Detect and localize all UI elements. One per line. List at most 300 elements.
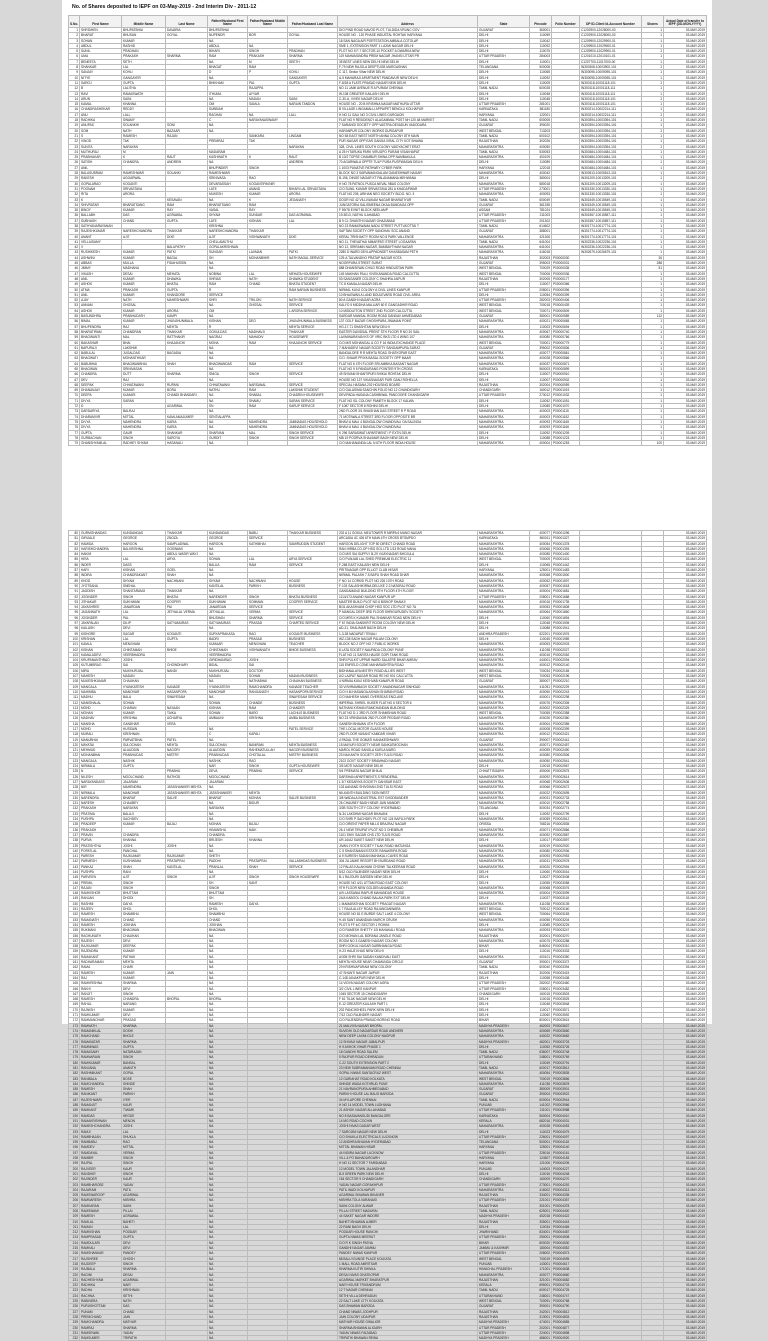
- table-cell: 8 LATA SOCIETY NAUPADA COLONY PUNE: [338, 647, 478, 652]
- table-cell: 800001: [530, 1018, 552, 1023]
- table-cell: MAHARASHTRA: [478, 785, 530, 790]
- table-cell: P00004703: [552, 1283, 580, 1288]
- table-cell: KRUPANANTHRAO: [80, 658, 122, 663]
- table-cell: P00000035: [552, 266, 580, 271]
- table-cell: LAL: [248, 271, 288, 276]
- table-cell: NA: [208, 1039, 248, 1044]
- table-cell: 560011: [530, 536, 552, 541]
- table-cell: SOHAN: [248, 674, 288, 679]
- table-cell: 110027: [530, 896, 552, 901]
- table-cell: NA: [208, 843, 248, 848]
- table-cell: 51: [642, 266, 664, 271]
- table-cell: DARDARIYA: [80, 409, 122, 414]
- table-cell: P00001618: [552, 583, 580, 588]
- table-cell: RAM: [248, 404, 288, 409]
- table-cell: 51: [69, 292, 80, 297]
- table-cell: KRISHNAN: [122, 732, 166, 737]
- table-cell: 110003: [530, 324, 552, 329]
- table-cell: MAHARASHTRA: [478, 695, 530, 700]
- table-cell: SHARMA: [166, 54, 208, 59]
- table-cell: SUNITA: [80, 144, 122, 149]
- table-cell: 03-MAY-2019: [664, 96, 707, 101]
- table-cell: 75: [69, 419, 80, 424]
- table-cell: P00004053: [552, 1124, 580, 1129]
- table-cell: KARNATAKA: [478, 367, 530, 372]
- table-cell: NA: [208, 1267, 248, 1272]
- table-cell: PRABHUDAS: [208, 753, 248, 758]
- table-cell: NAYAAN: [166, 705, 208, 710]
- table-cell: 600017: [530, 1288, 552, 1293]
- table-cell: BHUPATBHAI: [208, 28, 248, 33]
- table-cell: 400076: [530, 700, 552, 705]
- table-cell: ABBAS: [80, 261, 122, 266]
- table-cell: MAHARASHTRA: [478, 827, 530, 832]
- table-cell: 1: [642, 292, 664, 297]
- table-cell: SHARMA: [248, 615, 288, 620]
- table-cell: SINGH: [248, 435, 288, 440]
- table-cell: MANUBHAI: [80, 737, 122, 742]
- table-cell: D: [208, 70, 248, 75]
- table-cell: GUJARAT: [478, 229, 530, 234]
- table-cell: 03-MAY-2019: [664, 28, 707, 33]
- table-cell: TAMIL NADU: [478, 1097, 530, 1102]
- table-cell: TRIPATHI: [122, 1336, 166, 1341]
- table-cell: IN300394-10003394-101: [580, 128, 642, 133]
- table-cell: 123: [69, 758, 80, 763]
- table-cell: 03-MAY-2019: [664, 414, 707, 419]
- table-cell: 03-MAY-2019: [664, 271, 707, 276]
- table-cell: SINGH: [122, 991, 166, 996]
- table-cell: NA: [208, 870, 248, 875]
- table-cell: NA: [208, 1193, 248, 1198]
- table-cell: TAK: [122, 139, 166, 144]
- table-cell: BHUSAN: [122, 33, 166, 38]
- table-cell: RUSHIKESH: [80, 250, 122, 255]
- table-cell: 700055: [530, 711, 552, 716]
- table-cell: CHINTAMAN: [208, 647, 248, 652]
- table-cell: C: [208, 732, 248, 737]
- table-cell: BHUPINDER: [208, 165, 248, 170]
- table-cell: 144003: [530, 1166, 552, 1171]
- table-cell: P00000779: [552, 340, 580, 345]
- table-cell: GUPTA: [122, 80, 166, 85]
- table-cell: 186: [69, 1092, 80, 1097]
- table-cell: KAMPI: [166, 314, 208, 319]
- table-cell: DIVYA: [80, 398, 122, 403]
- table-cell: P00004227: [552, 1166, 580, 1171]
- table-cell: 7 SAROJINI NAGAR NEW DELHI: [338, 1129, 478, 1134]
- table-cell: P00002799: [552, 811, 580, 816]
- column-header: Address: [338, 16, 478, 28]
- table-cell: 30: [69, 181, 80, 186]
- table-cell: 4: [69, 43, 80, 48]
- table-cell: IN301774-10017774-101: [580, 234, 642, 239]
- table-cell: DHOL: [208, 907, 248, 912]
- table-cell: NARESHCHANDRA: [208, 229, 248, 234]
- table-cell: GUPTA: [166, 636, 208, 641]
- table-cell: 380001: [530, 314, 552, 319]
- table-cell: 14: [69, 96, 80, 101]
- table-cell: DELHI: [478, 896, 530, 901]
- table-cell: NA: [208, 1092, 248, 1097]
- table-cell: RAJVEER: [80, 1166, 122, 1171]
- table-cell: 03-MAY-2019: [664, 86, 707, 91]
- table-cell: 74: [69, 414, 80, 419]
- table-cell: BHUSHAN: [208, 615, 248, 620]
- table-cell: RAMKRISHNA: [80, 981, 122, 986]
- table-cell: M: [122, 149, 166, 154]
- table-cell: 560003: [530, 367, 552, 372]
- table-cell: CHANDRAN: [122, 329, 166, 334]
- table-cell: 400012: [530, 663, 552, 668]
- table-cell: 221001: [530, 1198, 552, 1203]
- table-cell: SHRIDHEN: [80, 28, 122, 33]
- table-cell: SHRI GOKUL NAGAR DARBHANGA ROAD: [338, 944, 478, 949]
- table-cell: NAIR: [122, 1283, 166, 1288]
- table-cell: 03-MAY-2019: [664, 1081, 707, 1086]
- table-cell: SERVICE: [288, 562, 338, 567]
- table-cell: 03-MAY-2019: [664, 753, 707, 758]
- table-cell: RANJIT: [80, 991, 122, 996]
- table-cell: 03-MAY-2019: [664, 785, 707, 790]
- table-cell: RAJAPPA: [248, 86, 288, 91]
- table-cell: 24/A KABOOL CHAND BALAIA PARK EXT DELHI: [338, 896, 478, 901]
- table-cell: 4 PADAL THE GOMATI KANAKESHWARI: [338, 737, 478, 742]
- table-cell: NIRMALA: [80, 764, 122, 769]
- table-cell: DIO PIND ROAD NAVOD PLOT, TULDIDA VRUNC GOV: [338, 28, 478, 33]
- table-cell: P00000899: [552, 367, 580, 372]
- table-cell: WEST BENGAL: [478, 266, 530, 271]
- table-cell: KUSHWAHA: [122, 859, 166, 864]
- table-cell: RAMDEV: [80, 1145, 122, 1150]
- table-cell: P00003350: [552, 954, 580, 959]
- table-cell: SHETH: [208, 854, 248, 859]
- table-cell: 390004: [530, 1092, 552, 1097]
- table-cell: JALARAM: [122, 779, 166, 784]
- table-cell: SOHAN: [208, 700, 248, 705]
- table-cell: 462003: [530, 1023, 552, 1028]
- table-cell: GUPTA NIWAS MEERUT: [338, 1235, 478, 1240]
- table-cell: 63: [69, 356, 80, 361]
- table-cell: P00003525: [552, 997, 580, 1002]
- table-cell: 187: [69, 1097, 80, 1102]
- table-cell: 39: [69, 229, 80, 234]
- table-cell: 636007: [530, 1050, 552, 1055]
- table-cell: JANARDAN: [122, 605, 166, 610]
- table-cell: 1-3-38 NADAPATI TENALI: [338, 631, 478, 636]
- table-cell: E-12 GREATER KAILASH PART 1: [338, 1002, 478, 1007]
- column-header: Father/Husband Middle Name: [248, 16, 288, 28]
- table-cell: DAIYA: [248, 901, 288, 906]
- table-cell: P00001688: [552, 594, 580, 599]
- table-cell: CHANDRAKANT: [122, 573, 166, 578]
- table-cell: JYOTSANA: [80, 583, 122, 588]
- table-cell: 1: [642, 213, 664, 218]
- table-cell: RAJASTHAN: [478, 255, 530, 260]
- table-cell: NA: [208, 1177, 248, 1182]
- table-cell: C1209900-12029900-01: [580, 49, 642, 54]
- table-cell: RAO: [248, 176, 288, 181]
- table-cell: IN301209-10013209-101: [580, 181, 642, 186]
- table-cell: 12 SHIVAJI NAGAR JABALPUR: [338, 1039, 478, 1044]
- table-cell: 273001: [530, 186, 552, 191]
- table-cell: GHOSAL: [122, 303, 166, 308]
- table-cell: RAMRAJ: [80, 1325, 122, 1330]
- table-cell: RAMESHWAR: [208, 171, 248, 176]
- table-cell: RAY: [166, 208, 208, 213]
- table-cell: ANDHRA PRADESH: [478, 631, 530, 636]
- table-cell: MADARAM: [208, 149, 248, 154]
- table-cell: BHAGWATI: [80, 356, 122, 361]
- table-cell: WEST BENGAL: [478, 128, 530, 133]
- table-cell: P00003415: [552, 970, 580, 975]
- table-cell: 400054: [530, 1071, 552, 1076]
- table-cell: GANDHAR: [122, 721, 166, 726]
- table-cell: IN300118-10001118-101: [580, 80, 642, 85]
- table-cell: RAMANIKLAL: [80, 1028, 122, 1033]
- table-cell: RAMSWAROOP: [80, 1193, 122, 1198]
- table-cell: VYANKATESH: [208, 684, 248, 689]
- table-cell: P00000910: [552, 372, 580, 377]
- table-cell: WEST BENGAL: [478, 711, 530, 716]
- table-cell: B-5 GREEN PARK NEW DELHI: [338, 1171, 478, 1176]
- table-cell: IYER: [122, 1097, 166, 1102]
- table-cell: NA: [208, 573, 248, 578]
- table-cell: 700006: [530, 271, 552, 276]
- table-cell: LAL: [122, 65, 166, 70]
- table-cell: MAHARASHTRA: [478, 425, 530, 430]
- table-cell: 53 SANGANER COLONY C SHAHRA JAIPUR: [338, 276, 478, 281]
- table-cell: 127: [69, 779, 80, 784]
- table-cell: P00004812: [552, 1309, 580, 1314]
- table-cell: RAMSEWAK: [80, 1330, 122, 1335]
- table-cell: 110060: [530, 870, 552, 875]
- table-cell: 7/12 OLD RAJINDER NAGAR: [338, 1013, 478, 1018]
- table-cell: 03-MAY-2019: [664, 112, 707, 117]
- table-cell: 400068: [530, 885, 552, 890]
- table-cell: NIRMAL KUNJ COLONY A CIVIL LINES KANPUR: [338, 287, 478, 292]
- table-cell: C1202900-12028000-00: [580, 28, 642, 33]
- table-cell: REDDY: [122, 107, 166, 112]
- table-cell: 110075: [530, 49, 552, 54]
- table-cell: KARNATAKA: [478, 536, 530, 541]
- table-cell: 474001: [530, 1320, 552, 1325]
- table-cell: 138: [69, 838, 80, 843]
- table-cell: UTTAR PRADESH: [478, 1150, 530, 1155]
- table-cell: 03-MAY-2019: [664, 1156, 707, 1161]
- table-cell: 175: [69, 1034, 80, 1039]
- table-cell: NA: [208, 1018, 248, 1023]
- table-cell: 1: [642, 186, 664, 191]
- table-cell: NA: [208, 626, 248, 631]
- table-cell: CHAUHAN: [122, 679, 166, 684]
- table-cell: INDER: [80, 562, 122, 567]
- table-cell: 305001: [530, 1219, 552, 1224]
- table-cell: PRAKASH: [122, 287, 166, 292]
- table-cell: BHUPATBHAI: [122, 28, 166, 33]
- table-cell: NA: [208, 1304, 248, 1309]
- table-cell: 213: [69, 1235, 80, 1240]
- table-cell: 1: [642, 70, 664, 75]
- table-cell: 400050: [530, 758, 552, 763]
- table-cell: RAM: [248, 705, 288, 710]
- table-cell: GUJARAT: [478, 679, 530, 684]
- table-cell: R: [208, 287, 248, 292]
- table-cell: K: [248, 197, 288, 202]
- table-cell: 400075: [530, 938, 552, 943]
- table-cell: 1: [642, 234, 664, 239]
- table-cell: 700091: [530, 1299, 552, 1304]
- table-cell: 160: [69, 954, 80, 959]
- table-cell: 1: [642, 123, 664, 128]
- table-cell: 03-MAY-2019: [664, 615, 707, 620]
- table-cell: HOUSE: [288, 578, 338, 583]
- table-cell: PRATISHTHA: [80, 843, 122, 848]
- table-cell: 5/12 OLD RAJINDER NAGAR NEW DELHI: [338, 870, 478, 875]
- table-cell: 400101: [530, 954, 552, 959]
- table-cell: AGARWAL: [122, 1193, 166, 1198]
- table-cell: 03-MAY-2019: [664, 954, 707, 959]
- table-cell: MAHARASHTRA: [478, 658, 530, 663]
- table-cell: RAO: [122, 1140, 166, 1145]
- table-cell: RAJASTHAN: [478, 970, 530, 975]
- table-cell: 182: [69, 1071, 80, 1076]
- table-cell: 157: [69, 938, 80, 943]
- table-cell: 1: [642, 335, 664, 340]
- table-cell: UTTAR PRADESH: [478, 213, 530, 218]
- table-cell: 112: [69, 700, 80, 705]
- table-cell: 1: [642, 197, 664, 202]
- table-cell: IN300308-10003900-101: [580, 65, 642, 70]
- table-cell: PRABHUDATH: [122, 314, 166, 319]
- table-cell: RAJKUMAR: [122, 854, 166, 859]
- table-cell: 5 RAJPUR ROAD DEHRADUN: [338, 1055, 478, 1060]
- table-cell: MAHARASHTRA: [478, 1081, 530, 1086]
- table-cell: 400080: [530, 335, 552, 340]
- table-cell: 211: [69, 1224, 80, 1229]
- table-cell: C/O SHUKLA ELECTRICALS LUCKNOW: [338, 1134, 478, 1139]
- table-cell: 1: [642, 107, 664, 112]
- table-cell: DHODI: [122, 896, 166, 901]
- table-cell: IN300484-10004484-101: [580, 160, 642, 165]
- table-cell: SATHYANARAYANAN: [80, 223, 122, 228]
- table-cell: KARIA: [166, 425, 208, 430]
- table-cell: 03-MAY-2019: [664, 1071, 707, 1076]
- table-cell: MAHARASHTRA: [478, 663, 530, 668]
- table-header-row: [69, 16, 707, 28]
- table-cell: CHANDIGARH: [478, 991, 530, 996]
- table-cell: UTTAR PRADESH: [478, 287, 530, 292]
- table-cell: ARORA: [122, 192, 166, 197]
- table-cell: NA: [208, 314, 248, 319]
- table-cell: 3/5 MOTI NAGAR NEW DELHI: [338, 764, 478, 769]
- table-cell: 158: [69, 944, 80, 949]
- table-cell: 03-MAY-2019: [664, 1272, 707, 1277]
- table-cell: 185: [69, 1087, 80, 1092]
- table-cell: 400050: [530, 144, 552, 149]
- table-cell: 03-MAY-2019: [664, 663, 707, 668]
- table-cell: JUNGATORIA SALISMEENA OKAA BUNDAGA OPP: [338, 202, 478, 207]
- table-cell: NACHNANI: [166, 578, 208, 583]
- table-cell: 03-MAY-2019: [664, 1209, 707, 1214]
- table-cell: NA: [208, 367, 248, 372]
- table-cell: P00003748: [552, 1050, 580, 1055]
- table-cell: SENTIALAPPA: [208, 414, 248, 419]
- table-cell: MAHARASHTRA: [478, 742, 530, 747]
- table-cell: P00004140: [552, 1145, 580, 1150]
- table-cell: 768216: [530, 822, 552, 827]
- table-cell: MAHADIV: [248, 335, 288, 340]
- table-cell: BAJAJ: [248, 822, 288, 827]
- table-cell: PUSHPA: [80, 817, 122, 822]
- table-cell: SANT: [248, 880, 288, 885]
- table-cell: NAGRAJ: [208, 335, 248, 340]
- table-cell: PODDAR HOUSE RANCHI: [338, 1230, 478, 1235]
- table-cell: P00000866: [552, 356, 580, 361]
- table-cell: IN301330-10013330-101: [580, 186, 642, 191]
- table-cell: MAHARASHTRA: [478, 1272, 530, 1277]
- table-cell: 03-MAY-2019: [664, 404, 707, 409]
- table-cell: P00003878: [552, 1081, 580, 1086]
- table-cell: KUMAR: [122, 711, 166, 716]
- table-cell: SNEHAL: [122, 583, 166, 588]
- table-cell: DELHI: [478, 282, 530, 287]
- table-cell: DELHI: [478, 1171, 530, 1176]
- table-cell: [166, 1336, 208, 1341]
- table-cell: MADAN: [122, 674, 166, 679]
- table-cell: C/O M/S MOHANGAL & CO F 16 INDIA EXCHANGE PLACE: [338, 340, 478, 345]
- table-cell: MADAN: [248, 96, 288, 101]
- table-cell: WEST BENGAL: [478, 674, 530, 679]
- table-cell: TAMIL NADU: [478, 197, 530, 202]
- table-cell: DESAI NIVAS GHATKOPAR: [338, 1272, 478, 1277]
- table-cell: JOKHAN: [208, 922, 248, 927]
- table-cell: NATH SERVICE: [288, 298, 338, 303]
- table-cell: MAHARASHTRA: [478, 859, 530, 864]
- table-cell: ARUN: [80, 96, 122, 101]
- table-cell: 400077: [530, 351, 552, 356]
- table-cell: 145: [69, 875, 80, 880]
- table-cell: MAHENDRA: [248, 425, 288, 430]
- table-cell: 133: [69, 811, 80, 816]
- table-cell: KUMAR: [122, 255, 166, 260]
- table-cell: MAHARASHTRA: [478, 801, 530, 806]
- table-cell: 44: [69, 255, 80, 260]
- table-cell: 1: [642, 271, 664, 276]
- table-cell: HASANPOPA: [166, 689, 208, 694]
- table-cell: KHANNA: [122, 838, 166, 843]
- table-cell: P00002920: [552, 843, 580, 848]
- table-cell: DELHI: [478, 96, 530, 101]
- table-cell: MITTAL BHAWAN HISAR: [338, 1145, 478, 1150]
- table-cell: P00001296: [552, 531, 580, 536]
- table-cell: PUNJAB: [478, 1103, 530, 1108]
- table-cell: NA: [208, 1288, 248, 1293]
- table-cell: 122001: [530, 112, 552, 117]
- table-cell: 03-MAY-2019: [664, 388, 707, 393]
- table-cell: 178: [69, 1050, 80, 1055]
- table-cell: P00001327: [552, 536, 580, 541]
- table-cell: 581180: [530, 107, 552, 112]
- table-cell: RAMBHAJAN: [80, 1134, 122, 1139]
- table-cell: GOPALARAO: [80, 181, 122, 186]
- table-cell: JETHALAL: [208, 610, 248, 615]
- table-cell: VERMA: [122, 1150, 166, 1155]
- table-cell: PANCHAL: [122, 848, 166, 853]
- table-cell: 03-MAY-2019: [664, 779, 707, 784]
- table-cell: NARENDRA: [80, 795, 122, 800]
- table-cell: 03-MAY-2019: [664, 758, 707, 763]
